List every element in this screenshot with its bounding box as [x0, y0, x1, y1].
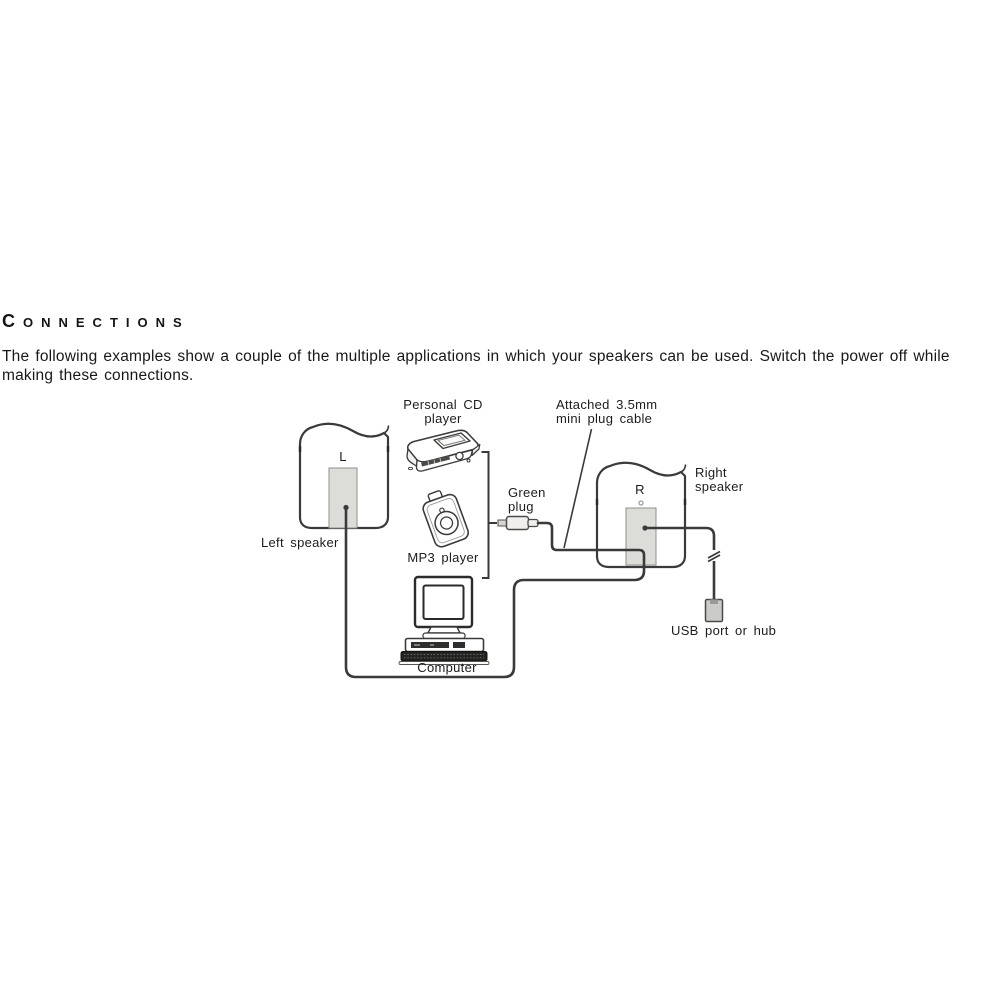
- left-speaker-icon: [300, 424, 389, 528]
- label-attached-cable: Attached 3.5mm mini plug cable: [556, 397, 658, 426]
- label-left-speaker: Left speaker: [261, 535, 339, 550]
- label-green-plug: Green plug: [508, 485, 546, 514]
- usb-plug-icon: [706, 600, 723, 622]
- right-channel-marker: R: [635, 482, 645, 497]
- cable-label-leader-line: [564, 429, 592, 548]
- right-speaker-panel: [626, 508, 656, 565]
- cable-end-left-speaker: [343, 505, 348, 510]
- intro-text-line2: making these connections.: [2, 367, 194, 384]
- green-plug-icon: [498, 517, 538, 530]
- cd-player-icon: [407, 430, 480, 471]
- label-right-speaker: Right speaker: [695, 465, 744, 494]
- left-channel-marker: L: [339, 449, 347, 464]
- label-usb-port: USB port or hub: [671, 623, 777, 638]
- label-mp3-player: MP3 player: [407, 550, 479, 565]
- label-personal-cd-player: Personal CD player: [403, 397, 483, 426]
- mp3-player-icon: [419, 486, 470, 549]
- intro-text-line1: The following examples show a couple of the multiple applications in which your speakers can be used. Switch the power off while: [2, 348, 950, 365]
- label-computer: Computer: [417, 660, 477, 675]
- page-title: Connections: [2, 311, 190, 331]
- computer-icon: [399, 577, 489, 665]
- left-speaker-panel: [329, 468, 357, 528]
